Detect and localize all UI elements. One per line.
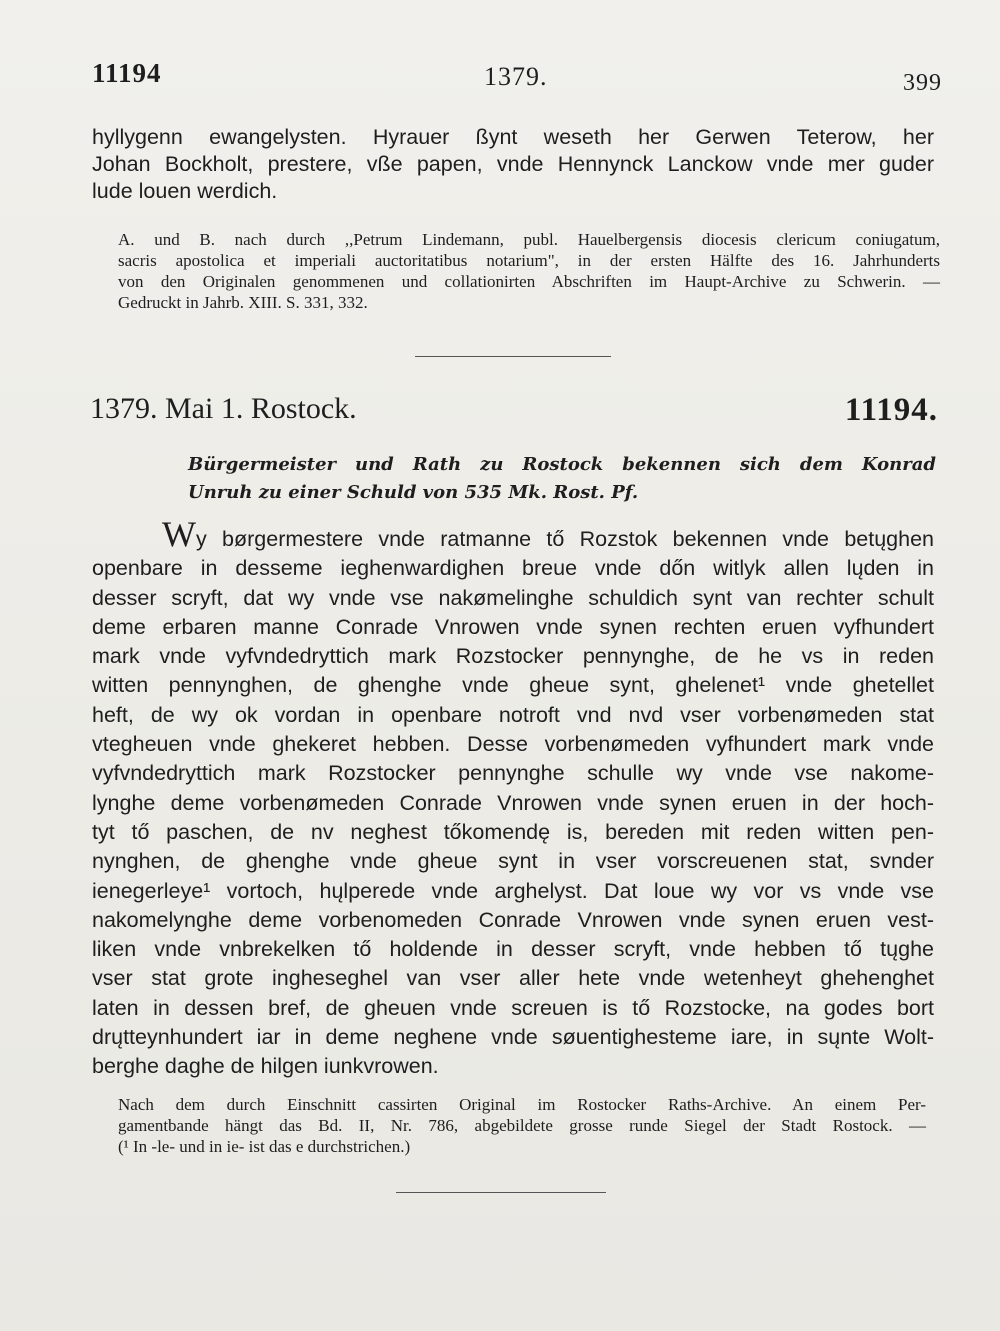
end-divider — [396, 1192, 606, 1193]
body-line: laten in dessen bref, de gheuen vnde screuen is tő Rozstocke, na godes bort — [92, 995, 934, 1020]
body-line: openbare in desseme ieghenwardighen breue vnde dőn witlyk allen lųden in — [92, 556, 934, 581]
body-line: drųtteynhundert iar in deme neghene vnde søuentighesteme iare, in sųnte Wolt- — [92, 1025, 934, 1050]
document-summary — [188, 451, 936, 507]
body-line: vtegheuen vnde ghekeret hebben. Desse vorbenømeden vyfhundert mark vnde — [92, 732, 934, 757]
note-line: A. und B. nach durch ,,Petrum Lindemann, publ. Hauelbergensis diocesis clericum coniugatum, — [118, 230, 940, 249]
source-note — [118, 229, 940, 313]
text-line: Johan Bockholt, prestere, vße papen, vnde Hennynck Lanckow vnde mer guder — [92, 152, 934, 176]
body-line: deme erbaren manne Conrade Vnrowen vnde synen rechten eruen vyfhundert — [92, 614, 934, 639]
note-line: Nach dem durch Einschnitt cassirten Original im Rostocker Raths-Archive. An einem Per- — [118, 1095, 926, 1114]
text-line: lude louen werdich. — [92, 179, 278, 203]
body-line: nakomelynghe deme vorbenomeden Conrade Vnrowen vnde synen eruen vest- — [92, 907, 934, 932]
note-line: Gedruckt in Jahrb. XIII. S. 331, 332. — [118, 293, 368, 312]
note-line: gamentbande hängt das Bd. II, Nr. 786, abgebildete grosse runde Siegel der Stadt Rostock. — — [118, 1116, 926, 1135]
text-line: hyllygenn ewangelysten. Hyrauer ßynt weseth her Gerwen Teterow, her — [92, 125, 934, 149]
page-header — [92, 58, 942, 98]
body-line: ienegerleye¹ vortoch, hųlperede vnde arghelyst. Dat loue wy vor vs vnde vse — [92, 878, 934, 903]
body-line-text: y børgermestere vnde ratmanne tő Rozstok bekennen vnde betųghen — [195, 527, 934, 551]
continued-text — [92, 124, 934, 205]
body-line: nynghen, de ghenghe vnde gheue synt in vser vorscreuenen stat, svnder — [92, 849, 934, 874]
body-line: mark vnde vyfvndedryttich mark Rozstocker pennynghe, de he vs in reden — [92, 644, 934, 669]
body-line: liken vnde vnbrekelken tő holdende in desser scryft, vnde hebben tő tųghe — [92, 937, 934, 962]
body-first-line — [92, 514, 934, 554]
body-line: vyfvndedryttich mark Rozstocker pennynghe schulle wy vnde vse nakome- — [92, 761, 934, 786]
body-line: desser scryft, dat wy vnde vse nakømelinghe schuldich synt van rechter schult — [92, 585, 934, 610]
note-line: sacris apostolica et imperiali auctoritatibus notarium", in der ersten Hälfte des 16. Jahrhunderts — [118, 251, 940, 270]
body-line: vser stat grote ingheseghel van vser aller hete vnde wetenheyt ghehenghet — [92, 966, 934, 991]
drop-cap: W — [162, 514, 196, 554]
document-body — [92, 514, 934, 1082]
body-line: heft, de wy ok vordan in openbare notroft vnd nvd vser vorbenømeden stat — [92, 702, 934, 727]
summary-line: Unruh zu einer Schuld von 535 Mk. Rost. Pf. — [188, 482, 639, 503]
body-line: witten pennynghen, de ghenghe vnde gheue synt, ghelenet¹ vnde ghetellet — [92, 673, 934, 698]
section-divider — [415, 356, 611, 357]
document-number-header: 11194 — [92, 58, 162, 88]
note-line: von den Originalen genommenen und collationirten Abschriften im Haupt-Archive zu Schwerin. — — [118, 272, 940, 291]
body-line: berghe daghe de hilgen iunkvrowen. — [92, 1054, 439, 1079]
year-header: 1379. — [484, 62, 548, 91]
archive-note — [118, 1094, 926, 1157]
body-line: tyt tő paschen, de nv neghest tőkomendę is, bereden mit reden witten pen- — [92, 819, 934, 844]
page-number: 399 — [903, 70, 942, 96]
body-line: lynghe deme vorbenømeden Conrade Vnrowen vnde synen eruen in der hoch- — [92, 790, 934, 815]
heading-date-place: 1379. Mai 1. Rostock. — [90, 392, 357, 425]
document-heading — [90, 392, 938, 442]
note-line: (¹ In -le- und in ie- ist das e durchstrichen.) — [118, 1137, 411, 1156]
heading-number: 11194. — [844, 392, 938, 428]
summary-line: Bürgermeister und Rath zu Rostock bekennen sich dem Konrad — [188, 454, 936, 475]
